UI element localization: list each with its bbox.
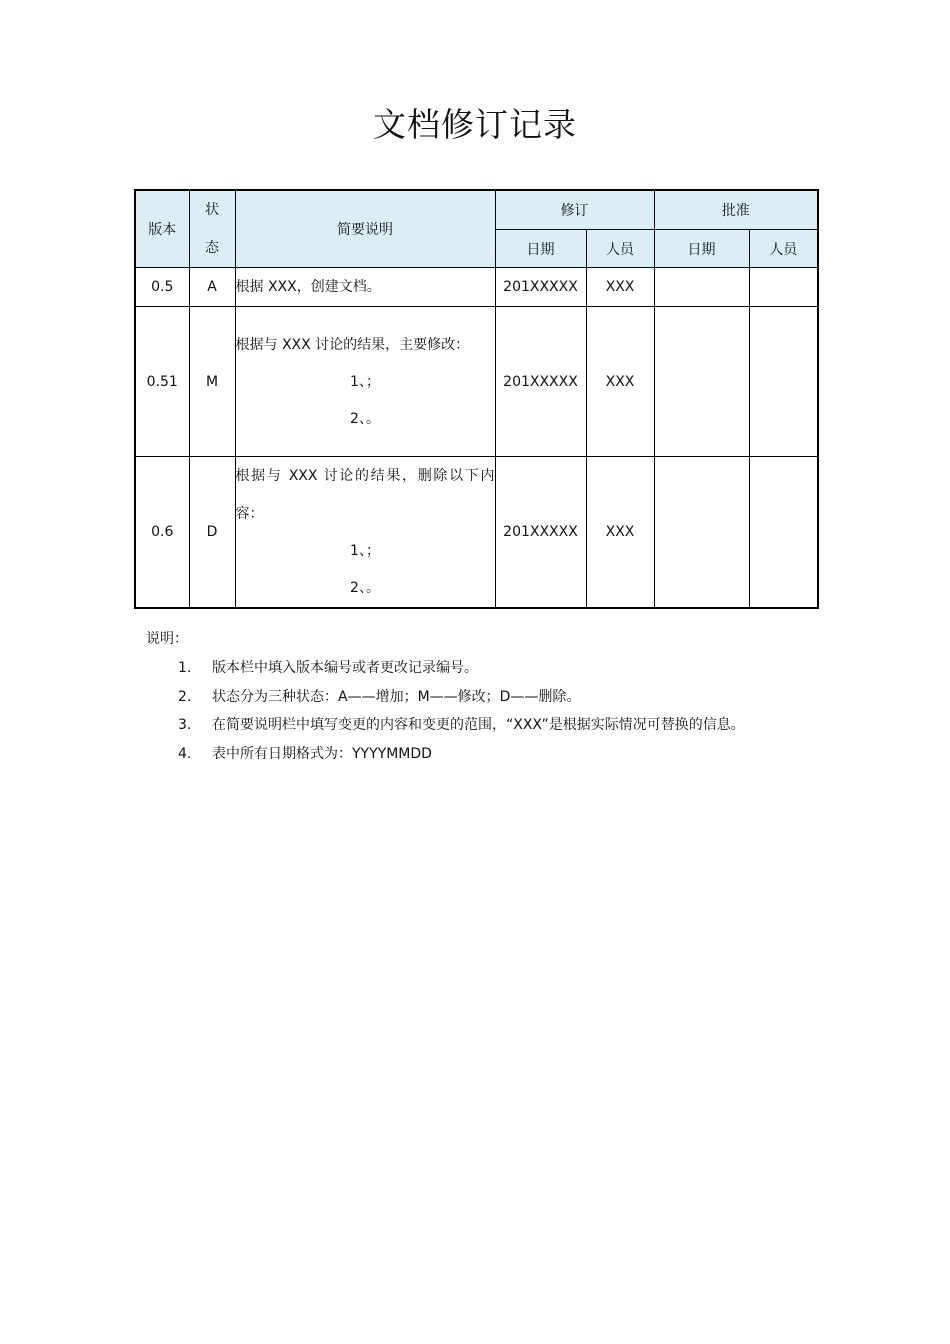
description-cell	[235, 268, 495, 307]
notes-title: 说明：	[146, 631, 188, 647]
status-cell: M	[189, 307, 235, 457]
table-row	[135, 268, 818, 307]
approval-date-cell	[654, 457, 749, 609]
table-row	[135, 457, 818, 609]
version-cell: 0.51	[135, 307, 189, 457]
description-cell	[235, 307, 495, 457]
list-number: 2.	[178, 688, 192, 705]
approval-person-cell	[749, 307, 818, 457]
revision-person-cell: XXX	[586, 268, 654, 307]
header-revision-person: 人员	[586, 230, 654, 268]
header-revision-date: 日期	[495, 230, 586, 268]
description-item: 1、；	[350, 543, 380, 559]
list-text: 表中所有日期格式为：YYYYMMDD	[212, 745, 432, 762]
description-text: 根据与 XXX 讨论的结果，删除以下内容：	[235, 468, 495, 522]
table-row	[135, 307, 818, 457]
description-item: 1、；	[350, 373, 380, 390]
list-number: 3.	[178, 717, 192, 733]
header-approval-person: 人员	[749, 230, 818, 268]
list-item	[146, 711, 816, 740]
list-number: 1.	[178, 660, 192, 676]
header-revision: 修订	[495, 190, 654, 230]
revision-date-cell: 201XXXXX	[495, 268, 586, 307]
header-approval-date: 日期	[654, 230, 749, 268]
header-approval: 批准	[654, 190, 818, 230]
list-item	[146, 683, 816, 712]
page-title: 文档修订记录	[373, 105, 577, 144]
revision-date-cell: 201XXXXX	[495, 307, 586, 457]
list-text: 版本栏中填入版本编号或者更改记录编号。	[212, 660, 478, 676]
version-cell: 0.6	[135, 457, 189, 609]
description-text: 根据与 XXX 讨论的结果，主要修改：	[235, 336, 470, 353]
approval-person-cell	[749, 457, 818, 609]
list-number: 4.	[178, 745, 192, 762]
notes-list	[146, 654, 816, 768]
description-item: 2、。	[350, 410, 380, 427]
list-item	[146, 740, 816, 769]
status-cell: D	[189, 457, 235, 609]
approval-date-cell	[654, 268, 749, 307]
header-version: 版本	[135, 190, 189, 268]
header-description: 简要说明	[235, 190, 495, 268]
list-item	[146, 654, 816, 683]
revision-person-cell: XXX	[586, 457, 654, 609]
approval-person-cell	[749, 268, 818, 307]
version-cell: 0.5	[135, 268, 189, 307]
list-text: 在简要说明栏中填写变更的内容和变更的范围，“XXX”是根据实际情况可替换的信息。	[212, 717, 745, 733]
status-cell: A	[189, 268, 235, 307]
description-item: 2、。	[350, 580, 380, 596]
notes-section	[146, 624, 816, 768]
header-status-line2: 态	[205, 240, 219, 256]
header-status-line1: 状	[205, 202, 219, 218]
revision-person-cell: XXX	[586, 307, 654, 457]
revision-date-cell: 201XXXXX	[495, 457, 586, 609]
approval-date-cell	[654, 307, 749, 457]
description-text: 根据 XXX，创建文档。	[235, 279, 381, 295]
revision-table	[134, 189, 819, 609]
list-text: 状态分为三种状态：A——增加；M——修改；D——删除。	[212, 688, 581, 705]
header-status	[189, 190, 235, 268]
description-cell	[235, 457, 495, 609]
